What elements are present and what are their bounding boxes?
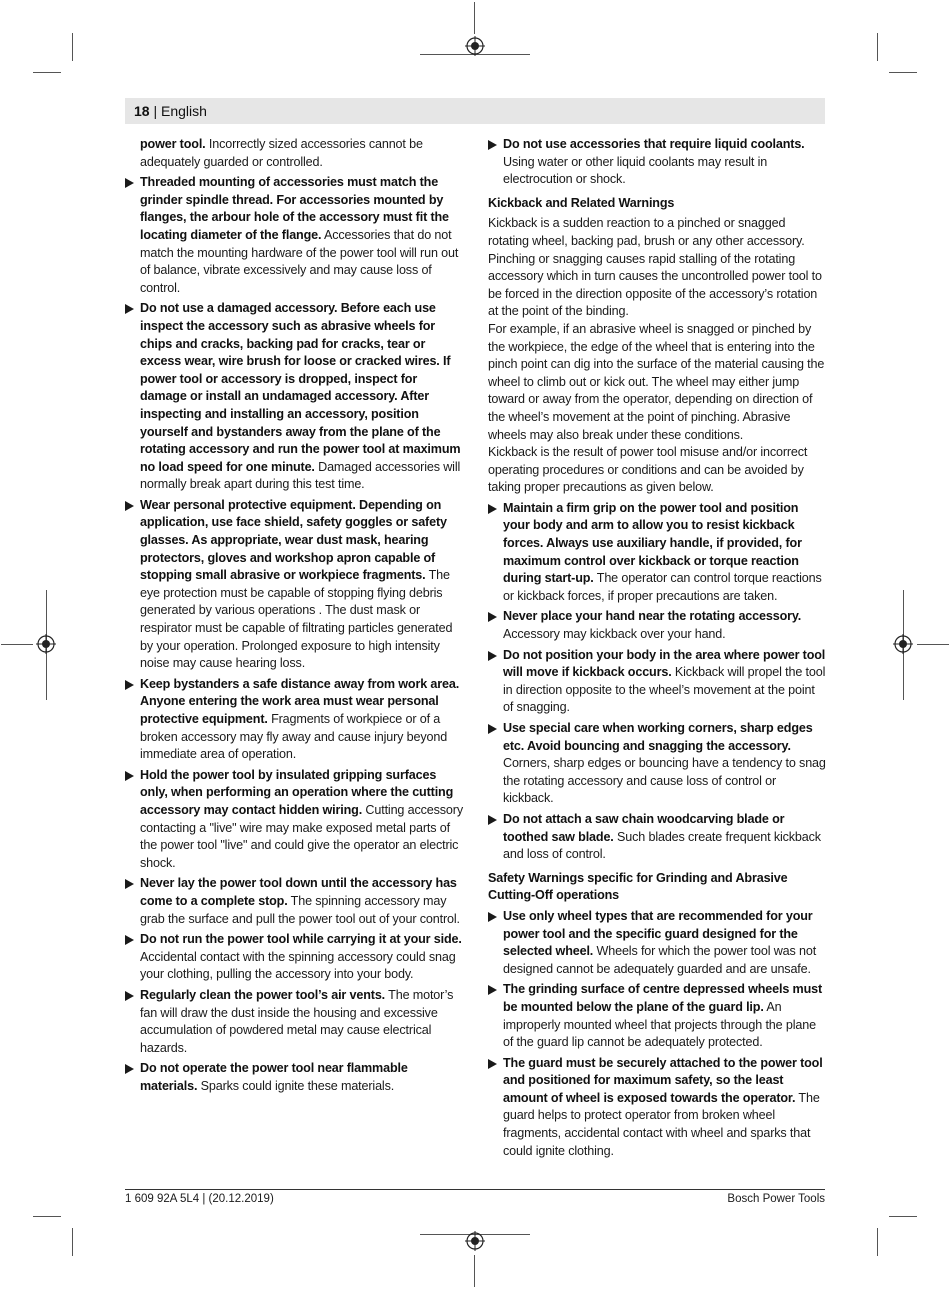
bullet-arrow-icon — [125, 680, 134, 690]
bullet-arrow-icon — [488, 504, 497, 514]
warning-item — [125, 767, 463, 873]
header-separator: | — [153, 103, 158, 119]
paragraph: For example, if an abrasive wheel is snagged or pinched by the workpiece, the edge of the wheel that is entering into the pinch point can dig into the surface of the material causing the wheel to climb out or kick out. The wheel may either jump toward or away from the operator, depending on direction of the wheel’s movement at the point of pinching. Abrasive wheels may also break under these conditions. — [488, 321, 825, 442]
bullet-arrow-icon — [125, 501, 134, 511]
warning-bold: Never place your hand near the rotating accessory. — [503, 609, 802, 624]
warning-text: The spinning accessory may grab the surface and pull the power tool out of your control. — [140, 893, 460, 926]
warning-item — [125, 174, 463, 297]
paragraph: Kickback is a sudden reaction to a pinched or snagged rotating wheel, backing pad, brush or any other accessory. Pinching or snagging causes rapid stalling of the rotating accessory which in turn causes the uncontrolled power tool to be forced in the direction opposite of the accessory’s rotation at the point of the binding. — [488, 216, 822, 319]
warning-item — [488, 720, 826, 808]
warning-text: Incorrectly sized accessories cannot be adequately guarded or controlled. — [140, 137, 423, 169]
warning-text: Accessories that do not match the mounting hardware of the power tool will run out of balance, vibrate excessively and may cause loss of control. — [140, 227, 459, 295]
bullet-arrow-icon — [125, 178, 134, 188]
bullet-arrow-icon — [488, 612, 497, 622]
warning-bold: power tool. — [140, 137, 206, 151]
bullet-arrow-icon — [488, 1059, 497, 1069]
crop-mark — [474, 1255, 475, 1287]
section-heading: Safety Warnings specific for Grinding and Abrasive Cutting-Off operations — [488, 870, 788, 903]
registration-mark-icon — [36, 634, 56, 654]
warning-bold: Wear personal protective equipment. Depending on application, use face shield, safety goggles or safety glasses. As appropriate, wear dust mask, hearing protectors, gloves and workshop apron capable of stopping small abrasive or workpiece fragments. — [140, 497, 447, 583]
section-heading: Kickback and Related Warnings — [488, 195, 675, 210]
crop-mark — [877, 1228, 878, 1256]
page-number: 18 — [134, 103, 150, 119]
warning-item — [488, 608, 826, 643]
warning-bold: Threaded mounting of accessories must match the grinder spindle thread. For accessories mounted by flanges, the arbour hole of the accessory must fit the locating diameter of the flange. — [140, 175, 449, 242]
crop-mark — [72, 1228, 73, 1256]
bullet-arrow-icon — [125, 771, 134, 781]
crop-mark — [1, 644, 33, 645]
bullet-arrow-icon — [125, 991, 134, 1001]
footer-rule — [125, 1189, 825, 1190]
continued-item — [125, 136, 463, 171]
bullet-arrow-icon — [488, 985, 497, 995]
document-number: 1 609 92A 5L4 | (20.12.2019) — [125, 1193, 274, 1205]
warning-text: Damaged accessories will normally break apart during this test time. — [140, 459, 461, 492]
warning-bold: The grinding surface of centre depressed wheels must be mounted below the plane of the guard lip. — [503, 982, 823, 1014]
warning-bold: Never lay the power tool down until the accessory has come to a complete stop. — [140, 876, 457, 908]
registration-mark-icon — [465, 1231, 485, 1251]
warning-item — [488, 981, 826, 1051]
warning-text: Fragments of workpiece or of a broken accessory may fly away and cause injury beyond immediate area of operation. — [140, 712, 448, 762]
warning-bold: Do not use a damaged accessory. Before each use inspect the accessory such as abrasive wheels for chips and cracks, backing pad for cracks, tear or excess wear, wire brush for loose or cracked wires. If power tool or accessory is dropped, inspect for damage or install an undamaged accessory. After inspecting and installing an accessory, position yourself and bystanders away from the plane of the rotating accessory and run the power tool at maximum no load speed for one minute. — [140, 301, 461, 474]
warning-item — [125, 987, 463, 1057]
page-header — [134, 103, 207, 119]
crop-mark — [917, 644, 949, 645]
warning-text: The guard helps to protect operator from broken wheel fragments, accidental contact with wheel and sparks that could ignite clothing. — [503, 1090, 820, 1158]
footer-brand: Bosch Power Tools — [727, 1193, 825, 1205]
warning-text: Such blades create frequent kickback and loss of control. — [503, 829, 821, 862]
warning-text: Sparks could ignite these materials. — [197, 1078, 395, 1093]
warning-bold: Use only wheel types that are recommended for your power tool and the specific guard designed for the selected wheel. — [503, 908, 813, 959]
crop-mark — [33, 1216, 61, 1217]
bullet-arrow-icon — [488, 651, 497, 661]
warning-item — [488, 1055, 826, 1161]
bullet-arrow-icon — [125, 304, 134, 314]
warning-bold: Regularly clean the power tool’s air vents. — [140, 987, 386, 1002]
warning-item — [488, 136, 826, 189]
warning-text: Using water or other liquid coolants may result in electrocution or shock. — [503, 154, 768, 187]
warning-bold: Maintain a firm grip on the power tool and position your body and arm to allow you to resist kickback forces. Always use auxiliary handle, if provided, for maximum control over kickback or torque reaction during start-up. — [503, 500, 802, 586]
warning-item — [125, 1060, 463, 1095]
warning-text: Accidental contact with the spinning accessory could snag your clothing, pulling the accessory into your body. — [140, 949, 456, 982]
warning-bold: Do not attach a saw chain woodcarving blade or toothed saw blade. — [503, 811, 785, 844]
paragraph: Kickback is the result of power tool misuse and/or incorrect operating procedures or conditions and can be avoided by taking proper precautions as given below. — [488, 445, 808, 495]
bullet-arrow-icon — [125, 879, 134, 889]
warning-item — [125, 875, 463, 928]
bullet-arrow-icon — [125, 1064, 134, 1074]
warning-item — [488, 908, 826, 978]
crop-mark — [33, 72, 61, 73]
warning-item — [125, 676, 463, 764]
warning-text: An improperly mounted wheel that projects through the plane of the guard lip cannot be adequately protected. — [503, 999, 816, 1050]
warning-text: The operator can control torque reactions or kickback forces, if proper precautions are taken. — [503, 571, 822, 603]
warning-text: Cutting accessory contacting a "live" wire may make exposed metal parts of the power tool "live" and could give the operator an electric shock. — [140, 802, 463, 870]
left-column — [125, 136, 463, 1098]
warning-bold: Keep bystanders a safe distance away from work area. Anyone entering the work area must wear personal protective equipment. — [140, 676, 460, 726]
warning-item — [125, 497, 463, 673]
crop-mark — [877, 33, 878, 61]
warning-item — [125, 300, 463, 494]
warning-bold: Do not operate the power tool near flammable materials. — [140, 1061, 408, 1093]
warning-text: The motor’s fan will draw the dust inside the housing and excessive accumulation of powdered metal may cause electrical hazards. — [140, 987, 454, 1055]
warning-text: Corners, sharp edges or bouncing have a tendency to snag the rotating accessory and cause loss of control or kickback. — [503, 756, 826, 806]
crop-mark — [889, 72, 917, 73]
warning-text: Kickback will propel the tool in direction opposite to the wheel’s movement at the point of snagging. — [503, 665, 826, 715]
warning-text: The eye protection must be capable of stopping flying debris generated by various operations . The dust mask or respirator must be capable of filtrating particles generated by your operation. Prolonged exposure to high intensity noise may cause hearing loss. — [140, 568, 453, 671]
header-language: English — [161, 103, 207, 119]
warning-bold: Use special care when working corners, sharp edges etc. Avoid bouncing and snagging the accessory. — [503, 721, 813, 753]
warning-bold: Do not run the power tool while carrying it at your side. — [140, 932, 462, 947]
warning-text: Accessory may kickback over your hand. — [503, 627, 726, 642]
warning-bold: The guard must be securely attached to the power tool and positioned for maximum safety, so the least amount of wheel is exposed towards the operator. — [503, 1055, 823, 1105]
warning-item — [488, 647, 826, 717]
registration-mark-icon — [893, 634, 913, 654]
warning-bold: Hold the power tool by insulated gripping surfaces only, when performing an operation where the cutting accessory may contact hidden wiring. — [140, 767, 454, 817]
bullet-arrow-icon — [488, 724, 497, 734]
bullet-arrow-icon — [488, 815, 497, 825]
bullet-arrow-icon — [488, 140, 497, 150]
crop-mark — [889, 1216, 917, 1217]
warning-text: Wheels for which the power tool was not designed cannot be adequately guarded and are unsafe. — [503, 944, 817, 976]
warning-item — [488, 500, 826, 606]
registration-mark-icon — [465, 36, 485, 56]
crop-mark — [474, 2, 475, 34]
page-header-band — [125, 98, 825, 124]
right-column — [488, 136, 826, 1163]
bullet-arrow-icon — [488, 912, 497, 922]
warning-item — [488, 811, 826, 864]
crop-mark — [72, 33, 73, 61]
bullet-arrow-icon — [125, 935, 134, 945]
warning-bold: Do not use accessories that require liquid coolants. — [503, 137, 805, 151]
warning-item — [125, 931, 463, 984]
warning-bold: Do not position your body in the area where power tool will move if kickback occurs. — [503, 647, 826, 680]
